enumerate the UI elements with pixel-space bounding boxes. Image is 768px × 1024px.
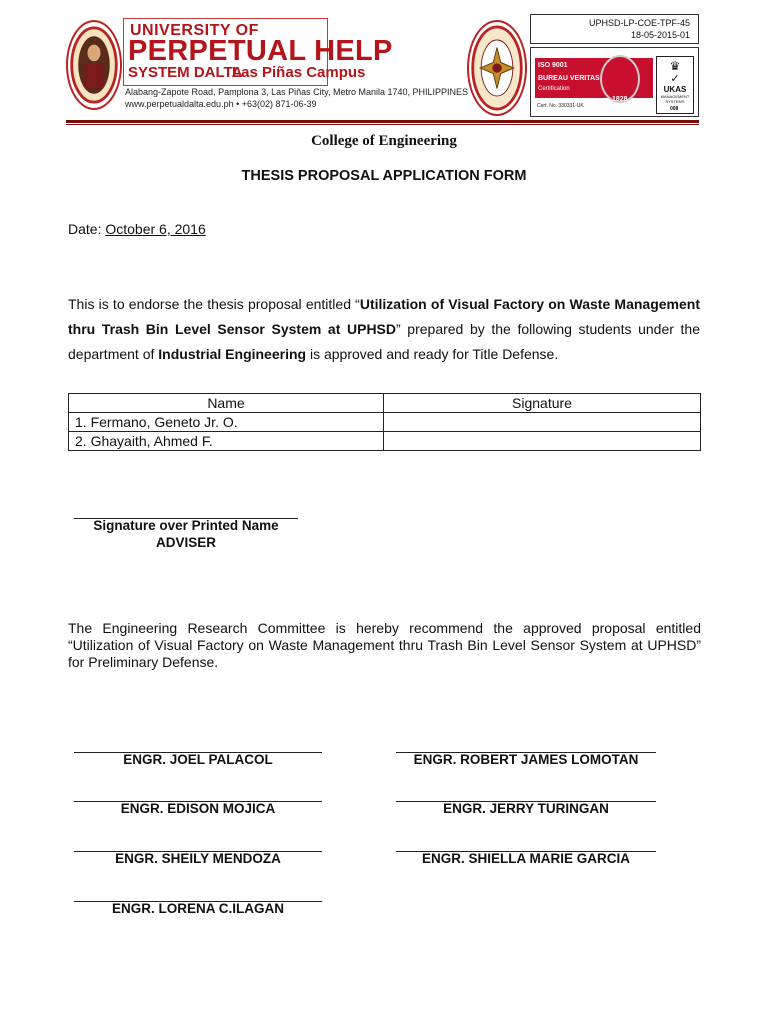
university-contact: www.perpetualdalta.edu.ph • +63(02) 871-06-39 (125, 99, 317, 109)
document-revision-date: 18-05-2015-01 (630, 30, 690, 40)
student-name: 2. Ghayaith, Ahmed F. (69, 432, 384, 451)
university-name-line3: SYSTEM DALTA (128, 64, 243, 81)
university-name-line1: UNIVERSITY OF (130, 22, 259, 39)
committee-member: ENGR. SHEILY MENDOZA (115, 851, 281, 866)
checkmark-icon: ✓ (670, 73, 680, 85)
ukas-number: 008 (670, 106, 679, 112)
college-title: College of Engineering (311, 133, 457, 149)
certificate-number: Cert. No. 330331-UK (537, 103, 584, 109)
date-row (68, 221, 206, 237)
form-title: THESIS PROPOSAL APPLICATION FORM (241, 168, 527, 184)
header-divider (66, 120, 699, 123)
committee-member: ENGR. SHIELLA MARIE GARCIA (421, 851, 630, 866)
table-row (69, 413, 701, 432)
endorsement-text-2: ” prepared by the following students under the department of (68, 321, 700, 362)
committee-member: ENGR. EDISON MOJICA (120, 801, 276, 816)
thesis-title: Utilization of Visual Factory on Waste Management thru Trash Bin Level Sensor System at UPHSD (68, 296, 700, 337)
committee-member: ENGR. JERRY TURINGAN (443, 801, 609, 816)
student-name: 1. Fermano, Geneto Jr. O. (69, 413, 384, 432)
university-name-line2: PERPETUAL HELP (128, 35, 393, 67)
ukas-name: UKAS (663, 85, 687, 94)
committee-member: ENGR. JOEL PALACOL (123, 752, 273, 767)
document-code: UPHSD-LP-COE-TPF-45 (588, 18, 690, 28)
adviser-role: ADVISER (155, 535, 216, 550)
iso-label: ISO 9001 (538, 62, 568, 69)
department-name: Industrial Engineering (158, 346, 307, 362)
college-of-engineering-seal (467, 20, 527, 116)
table-header-row (69, 394, 701, 413)
signature-column-header: Signature (384, 394, 701, 413)
university-seal-icon (68, 22, 120, 108)
name-column-header: Name (69, 394, 384, 413)
recommendation-paragraph: The Engineering Research Committee is hereby recommend the approved proposal entitled “Utilization of Visual Factory on Waste Management thru Trash Bin Level Sensor System at UPHSD” for Preliminary Defense. (68, 620, 701, 670)
university-address: Alabang-Zapote Road, Pamplona 3, Las Piñas City, Metro Manila 1740, PHILIPPINES (125, 87, 469, 97)
date-label: Date: (68, 221, 102, 237)
ukas-subtitle: MANAGEMENT SYSTEMS (660, 94, 690, 104)
engineering-seal-icon (469, 22, 525, 114)
bureau-veritas-year: 1828 (612, 96, 628, 103)
document-code-box (530, 14, 699, 44)
certification-label: Certification (538, 86, 570, 92)
date-value: October 6, 2016 (105, 221, 206, 237)
committee-member: ENGR. ROBERT JAMES LOMOTAN (413, 752, 639, 767)
header-divider-thin (66, 124, 699, 125)
campus-name: Las Piñas Campus (232, 64, 366, 81)
student-signature (384, 432, 701, 451)
university-seal (66, 20, 122, 110)
table-row (69, 432, 701, 451)
adviser-signature-label: Signature over Printed Name (93, 518, 279, 533)
bureau-veritas-label: BUREAU VERITAS (538, 75, 600, 82)
endorsement-text-1: This is to endorse the thesis proposal entitled “ (68, 296, 360, 312)
student-signature (384, 413, 701, 432)
endorsement-paragraph (68, 292, 700, 367)
endorsement-text-3: is approved and ready for Title Defense. (306, 346, 559, 362)
students-table (68, 393, 701, 451)
committee-member: ENGR. LORENA C.ILAGAN (112, 901, 284, 916)
crown-icon: ♛ (669, 59, 681, 73)
